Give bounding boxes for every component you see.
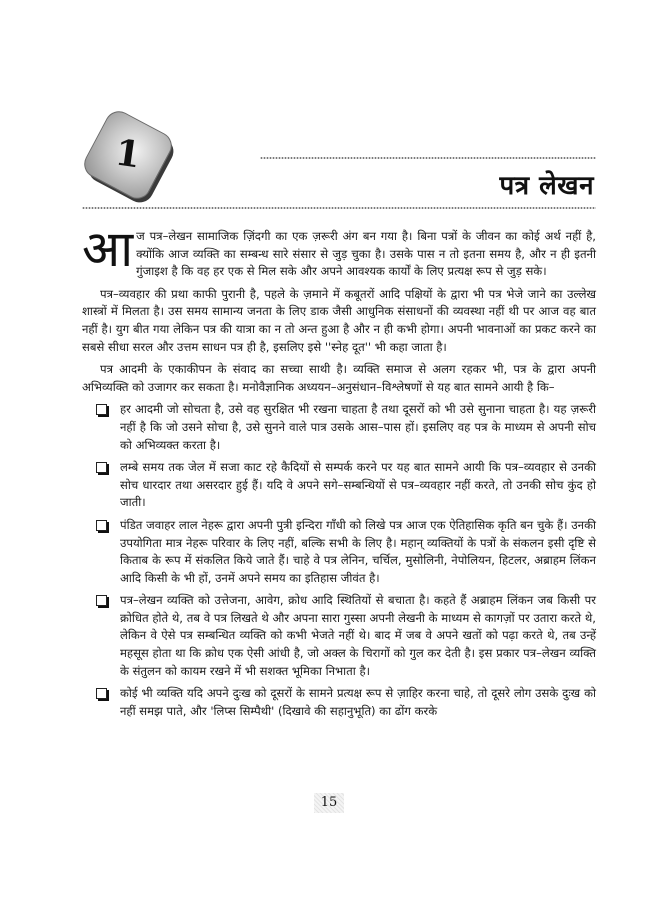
intro-paragraph bbox=[82, 220, 596, 281]
intro-text: ज पत्र–लेखन सामाजिक ज़िंदगी का एक ज़रूरी अंग बन गया है। बिना पत्रों के जीवन का कोई अर्थ नहीं है, क्योंकि आज व्यक्ति का सम्बन्ध सारे संसार से जुड़ चुका है। उसके पास न तो इतना समय है, और न ही इतनी गुंजाइश है कि वह हर एक से मिल सके और अपने आवश्यक कार्यों के लिए प्रत्यक्ष रूप से जुड़ सके। bbox=[136, 229, 596, 279]
list-item-text: पंडित जवाहर लाल नेहरू द्वारा अपनी पुत्री इन्दिरा गाँधी को लिखे पत्र आज एक ऐतिहासिक कृति बन चुके हैं। उनकी उपयोगिता मात्र नेहरू परिवार के लिए नहीं, बल्कि सभी के लिए है। महान् व्यक्तियों के पत्रों के संकलन इसी दृष्टि से किताब के रूप में संकलित किये जाते हैं। चाहे वे पत्र लेनिन, चर्चिल, मुसोलिनी, नेपोलियन, हिटलर, अब्राहम लिंकन आदि किसी के भी हों, उनमें अपने समय का इतिहास जीवंत है। bbox=[120, 517, 596, 585]
bullet-list bbox=[82, 401, 596, 720]
chapter-number: 1 bbox=[112, 131, 144, 177]
dotted-rule-bottom bbox=[82, 206, 596, 210]
box-bullet-icon bbox=[96, 404, 107, 415]
chapter-title: पत्र लेखन bbox=[499, 171, 594, 201]
list-item bbox=[96, 517, 596, 587]
page-number: 15 bbox=[314, 793, 344, 813]
box-bullet-icon bbox=[96, 688, 107, 699]
dotted-rule-top bbox=[260, 156, 596, 160]
box-bullet-icon bbox=[96, 595, 107, 606]
list-item-text: लम्बे समय तक जेल में सजा काट रहे कैदियों से सम्पर्क करने पर यह बात सामने आयी कि पत्र–व्यवहार से उनकी सोच धारदार तथा असरदार हुई हैं। यदि वे अपने सगे–सम्बन्धियों से पत्र–व्यवहार नहीं करते, तो उनकी सोच कुंद हो जाती। bbox=[120, 460, 596, 510]
list-item bbox=[96, 592, 596, 680]
paragraph: पत्र–व्यवहार की प्रथा काफी पुरानी है, पहले के ज़माने में कबूतरों आदि पक्षियों के द्वारा भी पत्र भेजे जाने का उल्लेख शास्त्रों में मिलता है। उस समय सामान्य जनता के लिए डाक जैसी आधुनिक संसाधनों की व्यवस्था नहीं थी पर आज वह बात नहीं है। युग बीत गया लेकिन पत्र की यात्रा का न तो अन्त हुआ है और न ही कभी होगा। अपनी भावनाओं का प्रकट करने का सबसे सीधा सरल और उत्तम साधन पत्र ही है, इसलिए इसे ''स्नेह दूत'' भी कहा जाता है। bbox=[82, 286, 596, 354]
list-item-text: पत्र–लेखन व्यक्ति को उत्तेजना, आवेग, क्रोध आदि स्थितियों से बचाता है। कहते हैं अब्राहम लिंकन जब किसी पर क्रोधित होते थे, तब वे पत्र लिखते थे और अपना सारा गुस्सा अपनी लेखनी के माध्यम से कागज़ों पर उतारा करते थे, लेकिन वे ऐसे पत्र सम्बन्धित व्यक्ति को कभी भेजते नहीं थे। बाद में जब वे अपने खतों को पढ़ा करते थे, तब उन्हें महसूस होता था कि क्रोध एक ऐसी आंधी है, जो अक्ल के चिरागों को गुल कर देती है। इस प्रकार पत्र–लेखन व्यक्ति के संतुलन को कायम रखने में भी सशक्त भूमिका निभाता है। bbox=[120, 593, 596, 678]
list-item bbox=[96, 401, 596, 454]
paragraph: पत्र आदमी के एकाकीपन के संवाद का सच्चा साथी है। व्यक्ति समाज से अलग रहकर भी, पत्र के द्वारा अपनी अभिव्यक्ति को उजागर कर सकता है। मनोवैज्ञानिक अध्ययन–अनुसंधान–विश्लेषणों से यह बात सामने आयी है कि– bbox=[82, 362, 596, 394]
drop-cap: आ bbox=[82, 220, 134, 278]
box-bullet-icon bbox=[96, 462, 107, 473]
list-item-text: हर आदमी जो सोचता है, उसे वह सुरक्षित भी रखना चाहता है तथा दूसरों को भी उसे सुनाना चाहता है। यह ज़रूरी नहीं है कि जो उसने सोचा है, उसे सुनने वाले पात्र उसके आस–पास हों। इसलिए वह पत्र के माध्यम से अपनी सोच को अभिव्यक्त करता है। bbox=[120, 402, 596, 452]
list-item-text: कोई भी व्यक्ति यदि अपने दुःख को दूसरों के सामने प्रत्यक्ष रूप से ज़ाहिर करना चाहे, तो दूसरे लोग उसके दुःख को नहीं समझ पाते, और 'लिप्स सिम्पैथी' (दिखावे की सहानुभूति) का ढोंग करके bbox=[120, 686, 596, 718]
list-item bbox=[96, 685, 596, 720]
box-bullet-icon bbox=[96, 520, 107, 531]
chapter-number-badge bbox=[88, 115, 174, 201]
list-item bbox=[96, 459, 596, 512]
chapter-body bbox=[82, 220, 596, 725]
